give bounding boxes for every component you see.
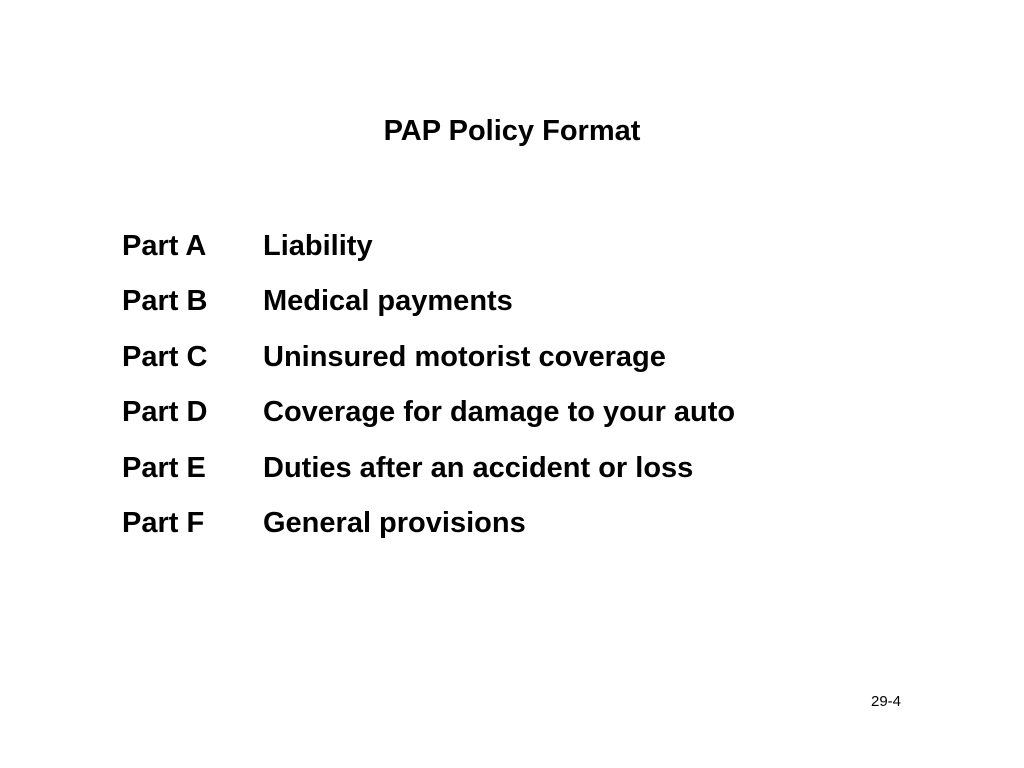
part-label: Part E xyxy=(122,451,206,484)
part-row-c xyxy=(122,337,735,392)
part-description: Uninsured motorist coverage xyxy=(263,340,666,373)
part-description: Liability xyxy=(263,230,373,262)
part-label: Part F xyxy=(122,506,205,539)
part-description: General provisions xyxy=(263,506,526,539)
part-description: Medical payments xyxy=(263,285,513,318)
part-description: Duties after an accident or loss xyxy=(263,451,694,484)
part-label: Part D xyxy=(122,396,208,429)
part-row-b xyxy=(122,281,735,336)
part-row-e xyxy=(122,448,735,503)
part-row-f xyxy=(122,503,735,558)
part-label: Part C xyxy=(122,340,208,373)
part-label: Part A xyxy=(122,230,207,262)
part-row-d xyxy=(122,392,735,447)
policy-parts-list xyxy=(122,226,735,558)
page-number: 29-4 xyxy=(871,693,902,710)
slide-title: PAP Policy Format xyxy=(383,115,641,147)
part-label: Part B xyxy=(122,285,208,318)
part-description: Coverage for damage to your auto xyxy=(263,396,736,429)
part-row-a xyxy=(122,226,735,281)
